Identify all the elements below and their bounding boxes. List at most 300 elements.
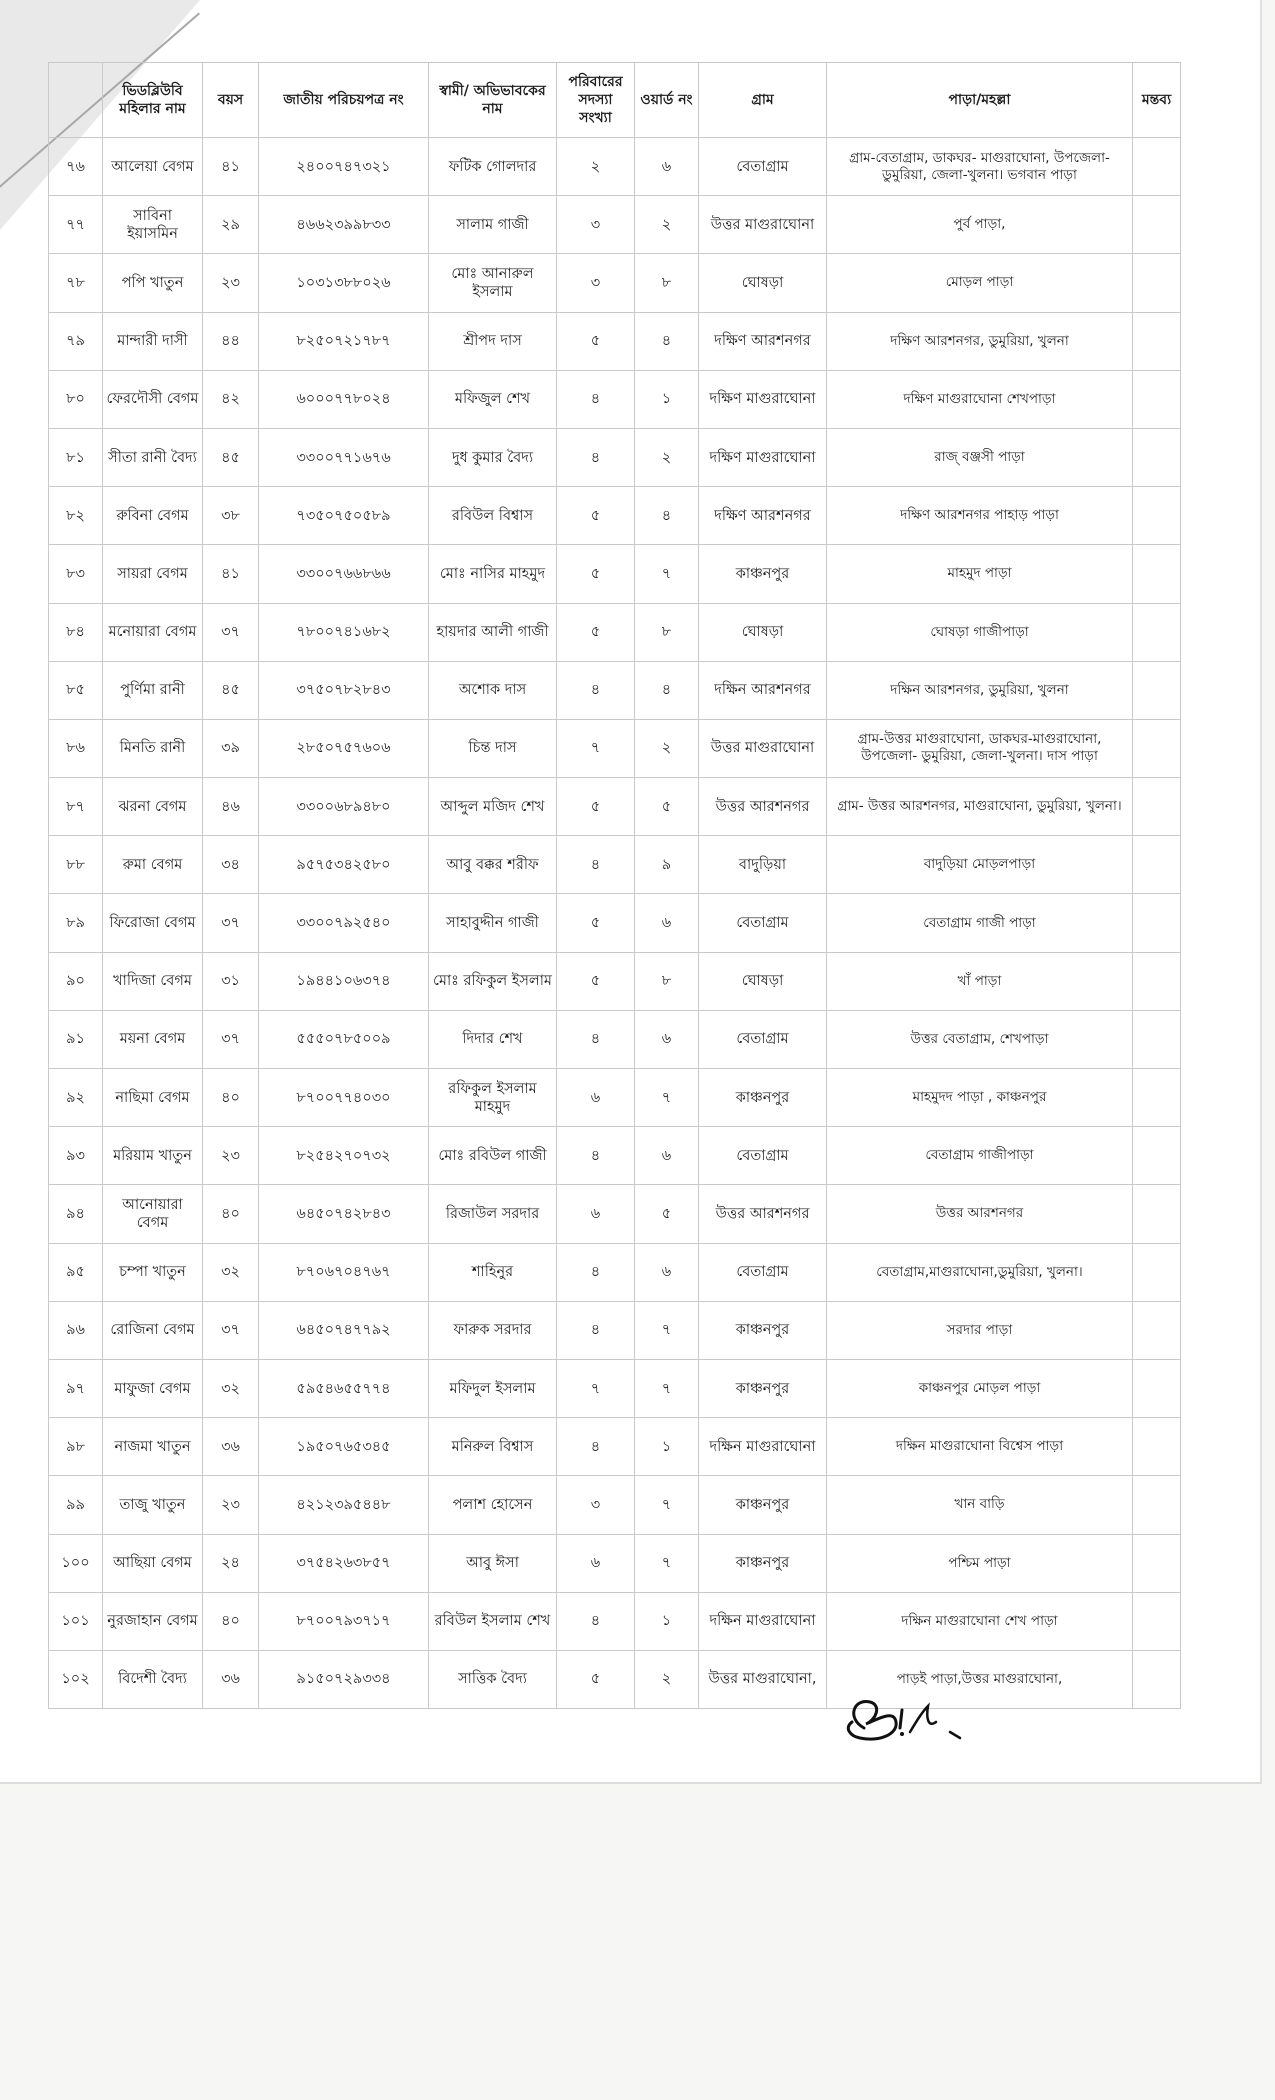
guardian-cell: মনিরুল বিশ্বাস bbox=[429, 1418, 557, 1476]
serial-cell: ৯৩ bbox=[49, 1127, 103, 1185]
serial-cell: ৯০ bbox=[49, 952, 103, 1010]
guardian-cell: আবু ঈসা bbox=[429, 1534, 557, 1592]
guardian-cell: রবিউল ইসলাম শেখ bbox=[429, 1592, 557, 1650]
family-size-cell: ৬ bbox=[557, 1534, 635, 1592]
nid-cell: ৬০০০৭৭৮০২৪ bbox=[259, 370, 429, 428]
para-cell: বেতাগ্রাম,মাগুরাঘোনা,ডুমুরিয়া, খুলনা। bbox=[827, 1243, 1133, 1301]
village-cell: বেতাগ্রাম bbox=[699, 1243, 827, 1301]
village-cell: দক্ষিণ মাগুরাঘোনা bbox=[699, 370, 827, 428]
table-row bbox=[49, 138, 1181, 196]
name-cell: চম্পা খাতুন bbox=[103, 1243, 203, 1301]
name-cell: পপি খাতুন bbox=[103, 254, 203, 312]
ward-cell: ৭ bbox=[635, 1301, 699, 1359]
ward-cell: ৭ bbox=[635, 1069, 699, 1127]
guardian-cell: মোঃ আনারুল ইসলাম bbox=[429, 254, 557, 312]
age-cell: ৩১ bbox=[203, 952, 259, 1010]
age-cell: ৩৯ bbox=[203, 719, 259, 777]
ward-cell: ৬ bbox=[635, 1010, 699, 1068]
village-cell: উত্তর মাগুরাঘোনা bbox=[699, 196, 827, 254]
guardian-cell: রবিউল বিশ্বাস bbox=[429, 487, 557, 545]
remarks-cell bbox=[1133, 1418, 1181, 1476]
ward-cell: ৭ bbox=[635, 1359, 699, 1417]
ward-cell: ২ bbox=[635, 1650, 699, 1708]
ward-cell: ২ bbox=[635, 196, 699, 254]
serial-cell: ১০২ bbox=[49, 1650, 103, 1708]
family-size-cell: ৪ bbox=[557, 1010, 635, 1068]
guardian-cell: পলাশ হোসেন bbox=[429, 1476, 557, 1534]
family-size-cell: ৫ bbox=[557, 312, 635, 370]
header-guardian: স্বামী/ অভিভাবকের নাম bbox=[429, 63, 557, 138]
age-cell: ৩২ bbox=[203, 1243, 259, 1301]
family-size-cell: ৩ bbox=[557, 196, 635, 254]
name-cell: সাবিনা ইয়াসমিন bbox=[103, 196, 203, 254]
serial-cell: ৯৪ bbox=[49, 1185, 103, 1243]
para-cell: বাদুড়িয়া মোড়লপাড়া bbox=[827, 836, 1133, 894]
name-cell: ফেরদৌসী বেগম bbox=[103, 370, 203, 428]
ward-cell: ৬ bbox=[635, 894, 699, 952]
para-cell: মাহমুদদ পাড়া , কাঞ্চনপুর bbox=[827, 1069, 1133, 1127]
guardian-cell: মোঃ রবিউল গাজী bbox=[429, 1127, 557, 1185]
table-row bbox=[49, 1418, 1181, 1476]
para-cell: দক্ষিণ আরশনগর, ডুমুরিয়া, খুলনা bbox=[827, 312, 1133, 370]
guardian-cell: ফারুক সরদার bbox=[429, 1301, 557, 1359]
village-cell: দক্ষিণ আরশনগর bbox=[699, 487, 827, 545]
remarks-cell bbox=[1133, 1592, 1181, 1650]
para-cell: কাঞ্চনপুর মোড়ল পাড়া bbox=[827, 1359, 1133, 1417]
village-cell: বেতাগ্রাম bbox=[699, 894, 827, 952]
table-row bbox=[49, 1243, 1181, 1301]
age-cell: ৪২ bbox=[203, 370, 259, 428]
nid-cell: ৮২৫৪২৭০৭৩২ bbox=[259, 1127, 429, 1185]
village-cell: দক্ষিন মাগুরাঘোনা bbox=[699, 1418, 827, 1476]
name-cell: আনোয়ারা বেগম bbox=[103, 1185, 203, 1243]
serial-cell: ৮৫ bbox=[49, 661, 103, 719]
serial-cell: ৯৭ bbox=[49, 1359, 103, 1417]
name-cell: খাদিজা বেগম bbox=[103, 952, 203, 1010]
remarks-cell bbox=[1133, 836, 1181, 894]
para-cell: মাহমুদ পাড়া bbox=[827, 545, 1133, 603]
village-cell: কাঞ্চনপুর bbox=[699, 1301, 827, 1359]
table-row bbox=[49, 603, 1181, 661]
guardian-cell: অশোক দাস bbox=[429, 661, 557, 719]
table-row bbox=[49, 545, 1181, 603]
nid-cell: ৩৩০০৬৮৯৪৮০ bbox=[259, 778, 429, 836]
serial-cell: ১০০ bbox=[49, 1534, 103, 1592]
nid-cell: ৩৩০০৭৯২৫৪০ bbox=[259, 894, 429, 952]
ward-cell: ৫ bbox=[635, 778, 699, 836]
table-row bbox=[49, 719, 1181, 777]
village-cell: দক্ষিণ আরশনগর bbox=[699, 312, 827, 370]
ward-cell: ১ bbox=[635, 370, 699, 428]
family-size-cell: ৫ bbox=[557, 487, 635, 545]
nid-cell: ২৮৫০৭৫৭৬০৬ bbox=[259, 719, 429, 777]
ward-cell: ৬ bbox=[635, 1127, 699, 1185]
para-cell: গ্রাম-উত্তর মাগুরাঘোনা, ডাকঘর-মাগুরাঘোনা, উপজেলা- ডুমুরিয়া, জেলা-খুলনা। দাস পাড়া bbox=[827, 719, 1133, 777]
table-row bbox=[49, 1650, 1181, 1708]
ward-cell: ৬ bbox=[635, 1243, 699, 1301]
remarks-cell bbox=[1133, 1243, 1181, 1301]
ward-cell: ৬ bbox=[635, 138, 699, 196]
age-cell: ৩২ bbox=[203, 1359, 259, 1417]
family-size-cell: ৪ bbox=[557, 1127, 635, 1185]
village-cell: কাঞ্চনপুর bbox=[699, 1069, 827, 1127]
family-size-cell: ৪ bbox=[557, 370, 635, 428]
para-cell: খাঁ পাড়া bbox=[827, 952, 1133, 1010]
village-cell: কাঞ্চনপুর bbox=[699, 1359, 827, 1417]
remarks-cell bbox=[1133, 719, 1181, 777]
table-row bbox=[49, 1069, 1181, 1127]
serial-cell: ৮৩ bbox=[49, 545, 103, 603]
nid-cell: ১০৩১৩৮৮০২৬ bbox=[259, 254, 429, 312]
serial-cell: ১০১ bbox=[49, 1592, 103, 1650]
age-cell: ২৩ bbox=[203, 1127, 259, 1185]
para-cell: দক্ষিন আরশনগর, ডুমুরিয়া, খুলনা bbox=[827, 661, 1133, 719]
guardian-cell: সালাম গাজী bbox=[429, 196, 557, 254]
remarks-cell bbox=[1133, 370, 1181, 428]
age-cell: ৪৫ bbox=[203, 661, 259, 719]
nid-cell: ৬৪৫০৭৪২৮৪৩ bbox=[259, 1185, 429, 1243]
para-cell: সরদার পাড়া bbox=[827, 1301, 1133, 1359]
nid-cell: ১৯৪৪১০৬৩৭৪ bbox=[259, 952, 429, 1010]
ward-cell: ৮ bbox=[635, 603, 699, 661]
age-cell: ৪৪ bbox=[203, 312, 259, 370]
serial-cell: ৮২ bbox=[49, 487, 103, 545]
age-cell: ৩৭ bbox=[203, 894, 259, 952]
para-cell: গ্রাম-বেতাগ্রাম, ডাকঘর- মাগুরাঘোনা, উপজেলা- ডুমুরিয়া, জেলা-খুলনা। ভগবান পাড়া bbox=[827, 138, 1133, 196]
age-cell: ৩৭ bbox=[203, 1301, 259, 1359]
age-cell: ৩৮ bbox=[203, 487, 259, 545]
family-size-cell: ৪ bbox=[557, 836, 635, 894]
name-cell: ফিরোজা বেগম bbox=[103, 894, 203, 952]
family-size-cell: ৪ bbox=[557, 428, 635, 486]
name-cell: সীতা রানী বৈদ্য bbox=[103, 428, 203, 486]
table-row bbox=[49, 1010, 1181, 1068]
remarks-cell bbox=[1133, 428, 1181, 486]
family-size-cell: ৫ bbox=[557, 894, 635, 952]
nid-cell: ৩৩০০৭৬৬৮৬৬ bbox=[259, 545, 429, 603]
table-header-row bbox=[49, 63, 1181, 138]
para-cell: দক্ষিন মাগুরাঘোনা বিশ্বেস পাড়া bbox=[827, 1418, 1133, 1476]
village-cell: দক্ষিণ মাগুরাঘোনা bbox=[699, 428, 827, 486]
name-cell: মাফুজা বেগম bbox=[103, 1359, 203, 1417]
name-cell: মরিয়াম খাতুন bbox=[103, 1127, 203, 1185]
remarks-cell bbox=[1133, 952, 1181, 1010]
serial-cell: ৮৯ bbox=[49, 894, 103, 952]
serial-cell: ৭৯ bbox=[49, 312, 103, 370]
age-cell: ৩৭ bbox=[203, 1010, 259, 1068]
name-cell: নুরজাহান বেগম bbox=[103, 1592, 203, 1650]
guardian-cell: আব্দুল মজিদ শেখ bbox=[429, 778, 557, 836]
family-size-cell: ৩ bbox=[557, 254, 635, 312]
family-size-cell: ৫ bbox=[557, 952, 635, 1010]
serial-cell: ৮১ bbox=[49, 428, 103, 486]
remarks-cell bbox=[1133, 661, 1181, 719]
remarks-cell bbox=[1133, 1534, 1181, 1592]
guardian-cell: হায়দার আলী গাজী bbox=[429, 603, 557, 661]
family-size-cell: ৬ bbox=[557, 1069, 635, 1127]
age-cell: ২৩ bbox=[203, 254, 259, 312]
age-cell: ২৪ bbox=[203, 1534, 259, 1592]
remarks-cell bbox=[1133, 1476, 1181, 1534]
age-cell: ৪৬ bbox=[203, 778, 259, 836]
name-cell: বিদেশী বৈদ্য bbox=[103, 1650, 203, 1708]
remarks-cell bbox=[1133, 138, 1181, 196]
table-row bbox=[49, 196, 1181, 254]
remarks-cell bbox=[1133, 254, 1181, 312]
para-cell: বেতাগ্রাম গাজীপাড়া bbox=[827, 1127, 1133, 1185]
village-cell: উত্তর মাগুরাঘোনা bbox=[699, 719, 827, 777]
para-cell: উত্তর বেতাগ্রাম, শেখপাড়া bbox=[827, 1010, 1133, 1068]
serial-cell: ৭৮ bbox=[49, 254, 103, 312]
ward-cell: ২ bbox=[635, 428, 699, 486]
nid-cell: ৫৯৫৪৬৫৫৭৭৪ bbox=[259, 1359, 429, 1417]
age-cell: ৪০ bbox=[203, 1592, 259, 1650]
nid-cell: ৮৭০০৭৭৪০৩০ bbox=[259, 1069, 429, 1127]
table-row bbox=[49, 254, 1181, 312]
family-size-cell: ৪ bbox=[557, 1418, 635, 1476]
nid-cell: ৪২১২৩৯৫৪৪৮ bbox=[259, 1476, 429, 1534]
name-cell: মিনতি রানী bbox=[103, 719, 203, 777]
table-row bbox=[49, 836, 1181, 894]
age-cell: ৪০ bbox=[203, 1185, 259, 1243]
ward-cell: ৭ bbox=[635, 545, 699, 603]
header-remarks: মন্তব্য bbox=[1133, 63, 1181, 138]
table-row bbox=[49, 1185, 1181, 1243]
ward-cell: ৯ bbox=[635, 836, 699, 894]
nid-cell: ৮২৫০৭২১৭৮৭ bbox=[259, 312, 429, 370]
family-size-cell: ৭ bbox=[557, 719, 635, 777]
remarks-cell bbox=[1133, 778, 1181, 836]
para-cell: বেতাগ্রাম গাজী পাড়া bbox=[827, 894, 1133, 952]
serial-cell: ৯৮ bbox=[49, 1418, 103, 1476]
para-cell: দক্ষিন মাগুরাঘোনা শেখ পাড়া bbox=[827, 1592, 1133, 1650]
table-row bbox=[49, 661, 1181, 719]
nid-cell: ৯৫৭৫৩৪২৫৮০ bbox=[259, 836, 429, 894]
nid-cell: ৫৫৫০৭৮৫০০৯ bbox=[259, 1010, 429, 1068]
family-size-cell: ৪ bbox=[557, 1592, 635, 1650]
serial-cell: ৭৬ bbox=[49, 138, 103, 196]
table-row bbox=[49, 1359, 1181, 1417]
village-cell: ঘোষড়া bbox=[699, 952, 827, 1010]
ward-cell: ১ bbox=[635, 1418, 699, 1476]
table-row bbox=[49, 778, 1181, 836]
remarks-cell bbox=[1133, 1069, 1181, 1127]
village-cell: দক্ষিন মাগুরাঘোনা bbox=[699, 1592, 827, 1650]
age-cell: ৪০ bbox=[203, 1069, 259, 1127]
age-cell: ৪৫ bbox=[203, 428, 259, 486]
family-size-cell: ২ bbox=[557, 138, 635, 196]
name-cell: মান্দারী দাসী bbox=[103, 312, 203, 370]
name-cell: নাছিমা বেগম bbox=[103, 1069, 203, 1127]
table-row bbox=[49, 487, 1181, 545]
village-cell: কাঞ্চনপুর bbox=[699, 1476, 827, 1534]
guardian-cell: চিন্ত দাস bbox=[429, 719, 557, 777]
name-cell: ঝরনা বেগম bbox=[103, 778, 203, 836]
family-size-cell: ৪ bbox=[557, 661, 635, 719]
village-cell: কাঞ্চনপুর bbox=[699, 1534, 827, 1592]
header-para: পাড়া/মহল্লা bbox=[827, 63, 1133, 138]
header-village: গ্রাম bbox=[699, 63, 827, 138]
family-size-cell: ৫ bbox=[557, 1650, 635, 1708]
serial-cell: ৯২ bbox=[49, 1069, 103, 1127]
remarks-cell bbox=[1133, 603, 1181, 661]
serial-cell: ৯১ bbox=[49, 1010, 103, 1068]
serial-cell: ৮৭ bbox=[49, 778, 103, 836]
age-cell: ৩৬ bbox=[203, 1418, 259, 1476]
serial-cell: ৯৫ bbox=[49, 1243, 103, 1301]
table-body bbox=[49, 138, 1181, 1709]
village-cell: বাদুড়িয়া bbox=[699, 836, 827, 894]
ward-cell: ৪ bbox=[635, 661, 699, 719]
guardian-cell: রফিকুল ইসলাম মাহমুদ bbox=[429, 1069, 557, 1127]
guardian-cell: শাহিনুর bbox=[429, 1243, 557, 1301]
name-cell: রোজিনা বেগম bbox=[103, 1301, 203, 1359]
table-row bbox=[49, 1592, 1181, 1650]
ward-cell: ১ bbox=[635, 1592, 699, 1650]
ward-cell: ৫ bbox=[635, 1185, 699, 1243]
age-cell: ৩৭ bbox=[203, 603, 259, 661]
table-row bbox=[49, 1534, 1181, 1592]
name-cell: রুবিনা বেগম bbox=[103, 487, 203, 545]
ward-cell: ৮ bbox=[635, 952, 699, 1010]
serial-cell: ৯৯ bbox=[49, 1476, 103, 1534]
nid-cell: ৮৭০০৭৯৩৭১৭ bbox=[259, 1592, 429, 1650]
guardian-cell: দিদার শেখ bbox=[429, 1010, 557, 1068]
name-cell: সায়রা বেগম bbox=[103, 545, 203, 603]
guardian-cell: রিজাউল সরদার bbox=[429, 1185, 557, 1243]
village-cell: কাঞ্চনপুর bbox=[699, 545, 827, 603]
ward-cell: ৭ bbox=[635, 1534, 699, 1592]
para-cell: পাড়ই পাড়া,উত্তর মাগুরাঘোনা, bbox=[827, 1650, 1133, 1708]
remarks-cell bbox=[1133, 196, 1181, 254]
guardian-cell: শ্রীপদ দাস bbox=[429, 312, 557, 370]
remarks-cell bbox=[1133, 487, 1181, 545]
para-cell: দক্ষিণ মাগুরাঘোনা শেখপাড়া bbox=[827, 370, 1133, 428]
name-cell: ময়না বেগম bbox=[103, 1010, 203, 1068]
header-nid: জাতীয় পরিচয়পত্র নং bbox=[259, 63, 429, 138]
para-cell: গ্রাম- উত্তর আরশনগর, মাগুরাঘোনা, ডুমুরিয়া, খুলনা। bbox=[827, 778, 1133, 836]
family-size-cell: ৪ bbox=[557, 1301, 635, 1359]
signature-image bbox=[836, 1688, 1006, 1758]
ward-cell: ৭ bbox=[635, 1476, 699, 1534]
table-row bbox=[49, 952, 1181, 1010]
family-size-cell: ৫ bbox=[557, 603, 635, 661]
guardian-cell: সাত্তিক বৈদ্য bbox=[429, 1650, 557, 1708]
header-age: বয়স bbox=[203, 63, 259, 138]
village-cell: ঘোষড়া bbox=[699, 603, 827, 661]
nid-cell: ৯১৫০৭২৯৩৩৪ bbox=[259, 1650, 429, 1708]
name-cell: আলেয়া বেগম bbox=[103, 138, 203, 196]
age-cell: ৪১ bbox=[203, 545, 259, 603]
para-cell: উত্তর আরশনগর bbox=[827, 1185, 1133, 1243]
name-cell: পুর্ণিমা রানী bbox=[103, 661, 203, 719]
ward-cell: ৪ bbox=[635, 487, 699, 545]
para-cell: ঘোষড়া গাজীপাড়া bbox=[827, 603, 1133, 661]
serial-cell: ৮০ bbox=[49, 370, 103, 428]
header-serial bbox=[49, 63, 103, 138]
guardian-cell: মোঃ নাসির মাহমুদ bbox=[429, 545, 557, 603]
age-cell: ৩৬ bbox=[203, 1650, 259, 1708]
para-cell: মোড়ল পাড়া bbox=[827, 254, 1133, 312]
table-row bbox=[49, 894, 1181, 952]
nid-cell: ৩৭৫০৭৮২৮৪৩ bbox=[259, 661, 429, 719]
remarks-cell bbox=[1133, 1127, 1181, 1185]
table-row bbox=[49, 428, 1181, 486]
village-cell: বেতাগ্রাম bbox=[699, 1010, 827, 1068]
remarks-cell bbox=[1133, 1301, 1181, 1359]
nid-cell: ৮৭০৬৭০৪৭৬৭ bbox=[259, 1243, 429, 1301]
remarks-cell bbox=[1133, 1650, 1181, 1708]
name-cell: আছিয়া বেগম bbox=[103, 1534, 203, 1592]
family-size-cell: ৫ bbox=[557, 778, 635, 836]
guardian-cell: মফিদুল ইসলাম bbox=[429, 1359, 557, 1417]
nid-cell: ৩৩০০৭৭১৬৭৬ bbox=[259, 428, 429, 486]
nid-cell: ২৪০০৭৪৭৩২১ bbox=[259, 138, 429, 196]
nid-cell: ৪৬৬২৩৯৯৮৩৩ bbox=[259, 196, 429, 254]
family-size-cell: ৭ bbox=[557, 1359, 635, 1417]
name-cell: তাজু খাতুন bbox=[103, 1476, 203, 1534]
header-ward: ওয়ার্ড নং bbox=[635, 63, 699, 138]
nid-cell: ৩৭৫৪২৬৩৮৫৭ bbox=[259, 1534, 429, 1592]
village-cell: বেতাগ্রাম bbox=[699, 138, 827, 196]
village-cell: উত্তর আরশনগর bbox=[699, 778, 827, 836]
nid-cell: ৬৪৫০৭৪৭৭৯২ bbox=[259, 1301, 429, 1359]
table-row bbox=[49, 370, 1181, 428]
guardian-cell: আবু বক্কর শরীফ bbox=[429, 836, 557, 894]
remarks-cell bbox=[1133, 545, 1181, 603]
remarks-cell bbox=[1133, 894, 1181, 952]
guardian-cell: দুধ কুমার বৈদ্য bbox=[429, 428, 557, 486]
serial-cell: ৮৪ bbox=[49, 603, 103, 661]
remarks-cell bbox=[1133, 1185, 1181, 1243]
beneficiary-table bbox=[48, 62, 1181, 1709]
guardian-cell: মোঃ রফিকুল ইসলাম bbox=[429, 952, 557, 1010]
village-cell: উত্তর আরশনগর bbox=[699, 1185, 827, 1243]
ward-cell: ৮ bbox=[635, 254, 699, 312]
nid-cell: ১৯৫০৭৬৫৩৪৫ bbox=[259, 1418, 429, 1476]
family-size-cell: ৫ bbox=[557, 545, 635, 603]
age-cell: ৪১ bbox=[203, 138, 259, 196]
family-size-cell: ৬ bbox=[557, 1185, 635, 1243]
serial-cell: ৯৬ bbox=[49, 1301, 103, 1359]
age-cell: ২৯ bbox=[203, 196, 259, 254]
para-cell: খান বাড়ি bbox=[827, 1476, 1133, 1534]
serial-cell: ৭৭ bbox=[49, 196, 103, 254]
age-cell: ২৩ bbox=[203, 1476, 259, 1534]
village-cell: দক্ষিন আরশনগর bbox=[699, 661, 827, 719]
guardian-cell: ফটিক গোলদার bbox=[429, 138, 557, 196]
family-size-cell: ৩ bbox=[557, 1476, 635, 1534]
guardian-cell: মফিজুল শেখ bbox=[429, 370, 557, 428]
guardian-cell: সাহাবুদ্দীন গাজী bbox=[429, 894, 557, 952]
header-family: পরিবারের সদস্যা সংখ্যা bbox=[557, 63, 635, 138]
remarks-cell bbox=[1133, 1010, 1181, 1068]
remarks-cell bbox=[1133, 312, 1181, 370]
village-cell: বেতাগ্রাম bbox=[699, 1127, 827, 1185]
nid-cell: ৭৮০০৭৪১৬৮২ bbox=[259, 603, 429, 661]
para-cell: পশ্চিম পাড়া bbox=[827, 1534, 1133, 1592]
age-cell: ৩৪ bbox=[203, 836, 259, 894]
para-cell: পুর্ব পাড়া, bbox=[827, 196, 1133, 254]
ward-cell: ৪ bbox=[635, 312, 699, 370]
serial-cell: ৮৮ bbox=[49, 836, 103, 894]
serial-cell: ৮৬ bbox=[49, 719, 103, 777]
table-row bbox=[49, 312, 1181, 370]
header-name: ভিডব্লিউবি মহিলার নাম bbox=[103, 63, 203, 138]
name-cell: নাজমা খাতুন bbox=[103, 1418, 203, 1476]
table-row bbox=[49, 1127, 1181, 1185]
remarks-cell bbox=[1133, 1359, 1181, 1417]
